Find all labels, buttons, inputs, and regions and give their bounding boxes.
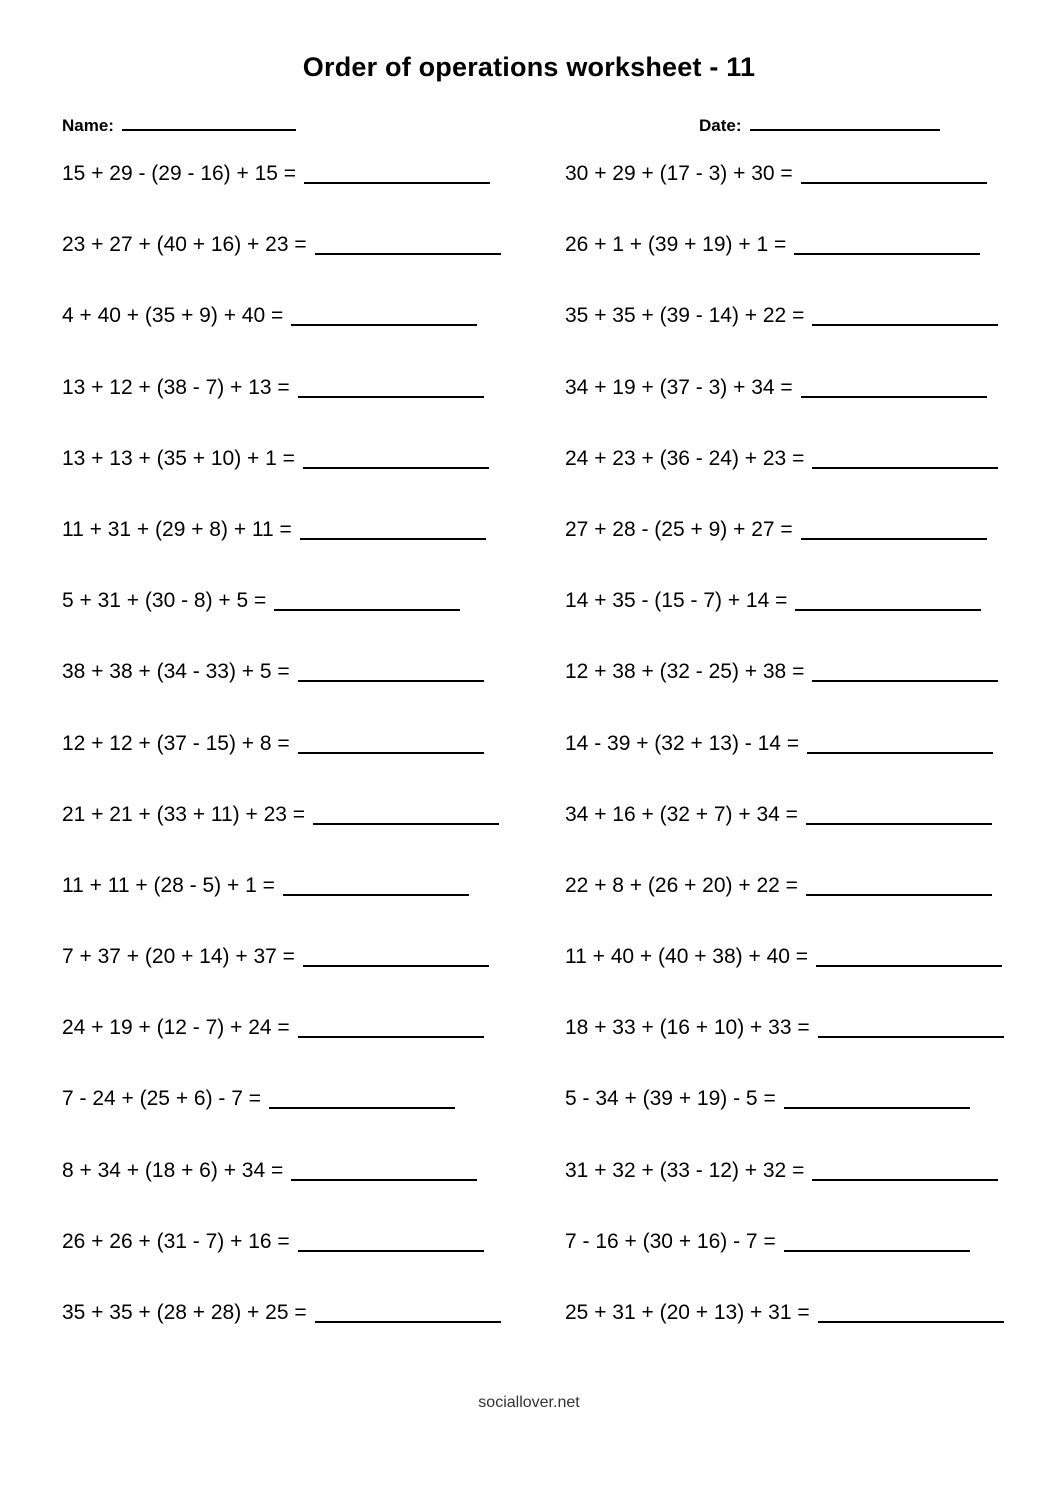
problem-row <box>565 725 1055 796</box>
problem-expression: 7 - 24 + (25 + 6) - 7 = <box>62 1087 262 1111</box>
answer-blank[interactable] <box>794 226 980 255</box>
problem-expression: 24 + 19 + (12 - 7) + 24 = <box>62 1016 290 1040</box>
problem-expression: 26 + 26 + (31 - 7) + 16 = <box>62 1229 290 1253</box>
problem-expression: 5 - 34 + (39 + 19) - 5 = <box>565 1087 776 1111</box>
problem-expression: 5 + 31 + (30 - 8) + 5 = <box>62 589 267 613</box>
problem-expression: 11 + 11 + (28 - 5) + 1 = <box>62 873 275 897</box>
problem-expression: 15 + 29 - (29 - 16) + 15 = <box>62 162 297 185</box>
problem-row <box>565 1009 1055 1080</box>
answer-blank[interactable] <box>298 653 484 682</box>
problem-row <box>565 1080 1055 1151</box>
date-blank[interactable] <box>750 112 940 131</box>
answer-blank[interactable] <box>812 297 998 326</box>
answer-blank[interactable] <box>315 1294 501 1323</box>
page-title: Order of operations worksheet - 11 <box>302 52 756 82</box>
problem-expression: 31 + 32 + (33 - 12) + 32 = <box>565 1158 805 1182</box>
answer-blank[interactable] <box>806 867 992 896</box>
problem-row <box>565 511 1055 582</box>
problem-expression: 12 + 38 + (32 - 25) + 38 = <box>565 660 805 684</box>
problem-row <box>565 226 1055 297</box>
answer-blank[interactable] <box>283 867 469 896</box>
problem-row <box>62 226 552 297</box>
answer-blank[interactable] <box>812 1152 998 1181</box>
problem-row <box>62 511 552 582</box>
answer-blank[interactable] <box>807 725 993 754</box>
problem-row <box>62 653 552 724</box>
answer-blank[interactable] <box>806 796 992 825</box>
name-label: Name: <box>62 116 114 135</box>
problem-expression: 13 + 12 + (38 - 7) + 13 = <box>62 375 290 399</box>
problem-row <box>62 369 552 440</box>
problem-expression: 23 + 27 + (40 + 16) + 23 = <box>62 233 307 257</box>
footer-site: sociallover.net <box>478 1394 580 1411</box>
problem-row <box>565 1152 1055 1223</box>
problem-row <box>565 796 1055 867</box>
problem-expression: 7 - 16 + (30 + 16) - 7 = <box>565 1229 776 1253</box>
answer-blank[interactable] <box>812 440 998 469</box>
problem-row <box>62 725 552 796</box>
problem-expression: 14 - 39 + (32 + 13) - 14 = <box>565 731 800 755</box>
problem-row <box>565 1223 1055 1294</box>
problem-expression: 11 + 40 + (40 + 38) + 40 = <box>565 945 809 969</box>
answer-blank[interactable] <box>313 796 499 825</box>
problem-expression: 4 + 40 + (35 + 9) + 40 = <box>62 304 284 328</box>
problem-expression: 35 + 35 + (28 + 28) + 25 = <box>62 1301 307 1324</box>
problem-row <box>62 867 552 938</box>
answer-blank[interactable] <box>795 582 981 611</box>
date-label: Date: <box>699 116 742 135</box>
answer-blank[interactable] <box>303 440 489 469</box>
problem-row <box>62 1223 552 1294</box>
problem-expression: 13 + 13 + (35 + 10) + 1 = <box>62 446 295 470</box>
answer-blank[interactable] <box>300 511 486 540</box>
answer-blank[interactable] <box>818 1294 1004 1323</box>
problem-row <box>565 297 1055 368</box>
problem-row <box>62 1152 552 1223</box>
answer-blank[interactable] <box>298 1009 484 1038</box>
problem-row <box>565 867 1055 938</box>
problem-expression: 7 + 37 + (20 + 14) + 37 = <box>62 945 295 969</box>
problem-expression: 24 + 23 + (36 - 24) + 23 = <box>565 446 805 470</box>
answer-blank[interactable] <box>303 938 489 967</box>
name-field <box>62 112 296 136</box>
problems-left-column <box>62 155 552 1365</box>
problem-expression: 27 + 28 - (25 + 9) + 27 = <box>565 517 793 541</box>
problem-expression: 38 + 38 + (34 - 33) + 5 = <box>62 660 290 684</box>
answer-blank[interactable] <box>801 369 987 398</box>
problem-row <box>62 155 552 226</box>
problem-expression: 34 + 19 + (37 - 3) + 34 = <box>565 375 793 399</box>
date-field <box>699 112 940 136</box>
problem-expression: 25 + 31 + (20 + 13) + 31 = <box>565 1301 810 1324</box>
problem-row <box>62 440 552 511</box>
answer-blank[interactable] <box>818 1009 1004 1038</box>
problem-expression: 8 + 34 + (18 + 6) + 34 = <box>62 1158 284 1182</box>
problem-row <box>565 1294 1055 1365</box>
problem-expression: 18 + 33 + (16 + 10) + 33 = <box>565 1016 810 1040</box>
answer-blank[interactable] <box>298 369 484 398</box>
problem-expression: 26 + 1 + (39 + 19) + 1 = <box>565 233 787 257</box>
answer-blank[interactable] <box>274 582 460 611</box>
problem-row <box>565 155 1055 226</box>
problem-row <box>565 369 1055 440</box>
problem-expression: 34 + 16 + (32 + 7) + 34 = <box>565 802 798 826</box>
problem-expression: 14 + 35 - (15 - 7) + 14 = <box>565 589 788 613</box>
problem-row <box>62 938 552 1009</box>
problem-expression: 22 + 8 + (26 + 20) + 22 = <box>565 873 798 897</box>
name-blank[interactable] <box>122 112 296 131</box>
answer-blank[interactable] <box>801 155 987 184</box>
problems-right-column <box>565 155 1055 1365</box>
problem-expression: 21 + 21 + (33 + 11) + 23 = <box>62 802 306 826</box>
problem-row <box>62 582 552 653</box>
problem-row <box>565 582 1055 653</box>
answer-blank[interactable] <box>315 226 501 255</box>
problem-row <box>62 1080 552 1151</box>
answer-blank[interactable] <box>298 1223 484 1252</box>
answer-blank[interactable] <box>812 653 998 682</box>
problem-row <box>565 440 1055 511</box>
problem-expression: 12 + 12 + (37 - 15) + 8 = <box>62 731 290 755</box>
answer-blank[interactable] <box>784 1223 970 1252</box>
answer-blank[interactable] <box>784 1080 970 1109</box>
problem-row <box>62 796 552 867</box>
answer-blank[interactable] <box>816 938 1002 967</box>
answer-blank[interactable] <box>269 1080 455 1109</box>
problem-expression: 35 + 35 + (39 - 14) + 22 = <box>565 304 805 328</box>
problem-row <box>62 297 552 368</box>
problem-expression: 30 + 29 + (17 - 3) + 30 = <box>565 162 793 185</box>
problem-expression: 11 + 31 + (29 + 8) + 11 = <box>62 517 292 541</box>
answer-blank[interactable] <box>298 725 484 754</box>
problem-row <box>62 1294 552 1365</box>
answer-blank[interactable] <box>304 155 490 184</box>
problem-row <box>62 1009 552 1080</box>
answer-blank[interactable] <box>291 297 477 326</box>
problem-row <box>565 653 1055 724</box>
answer-blank[interactable] <box>801 511 987 540</box>
answer-blank[interactable] <box>291 1152 477 1181</box>
problem-row <box>565 938 1055 1009</box>
